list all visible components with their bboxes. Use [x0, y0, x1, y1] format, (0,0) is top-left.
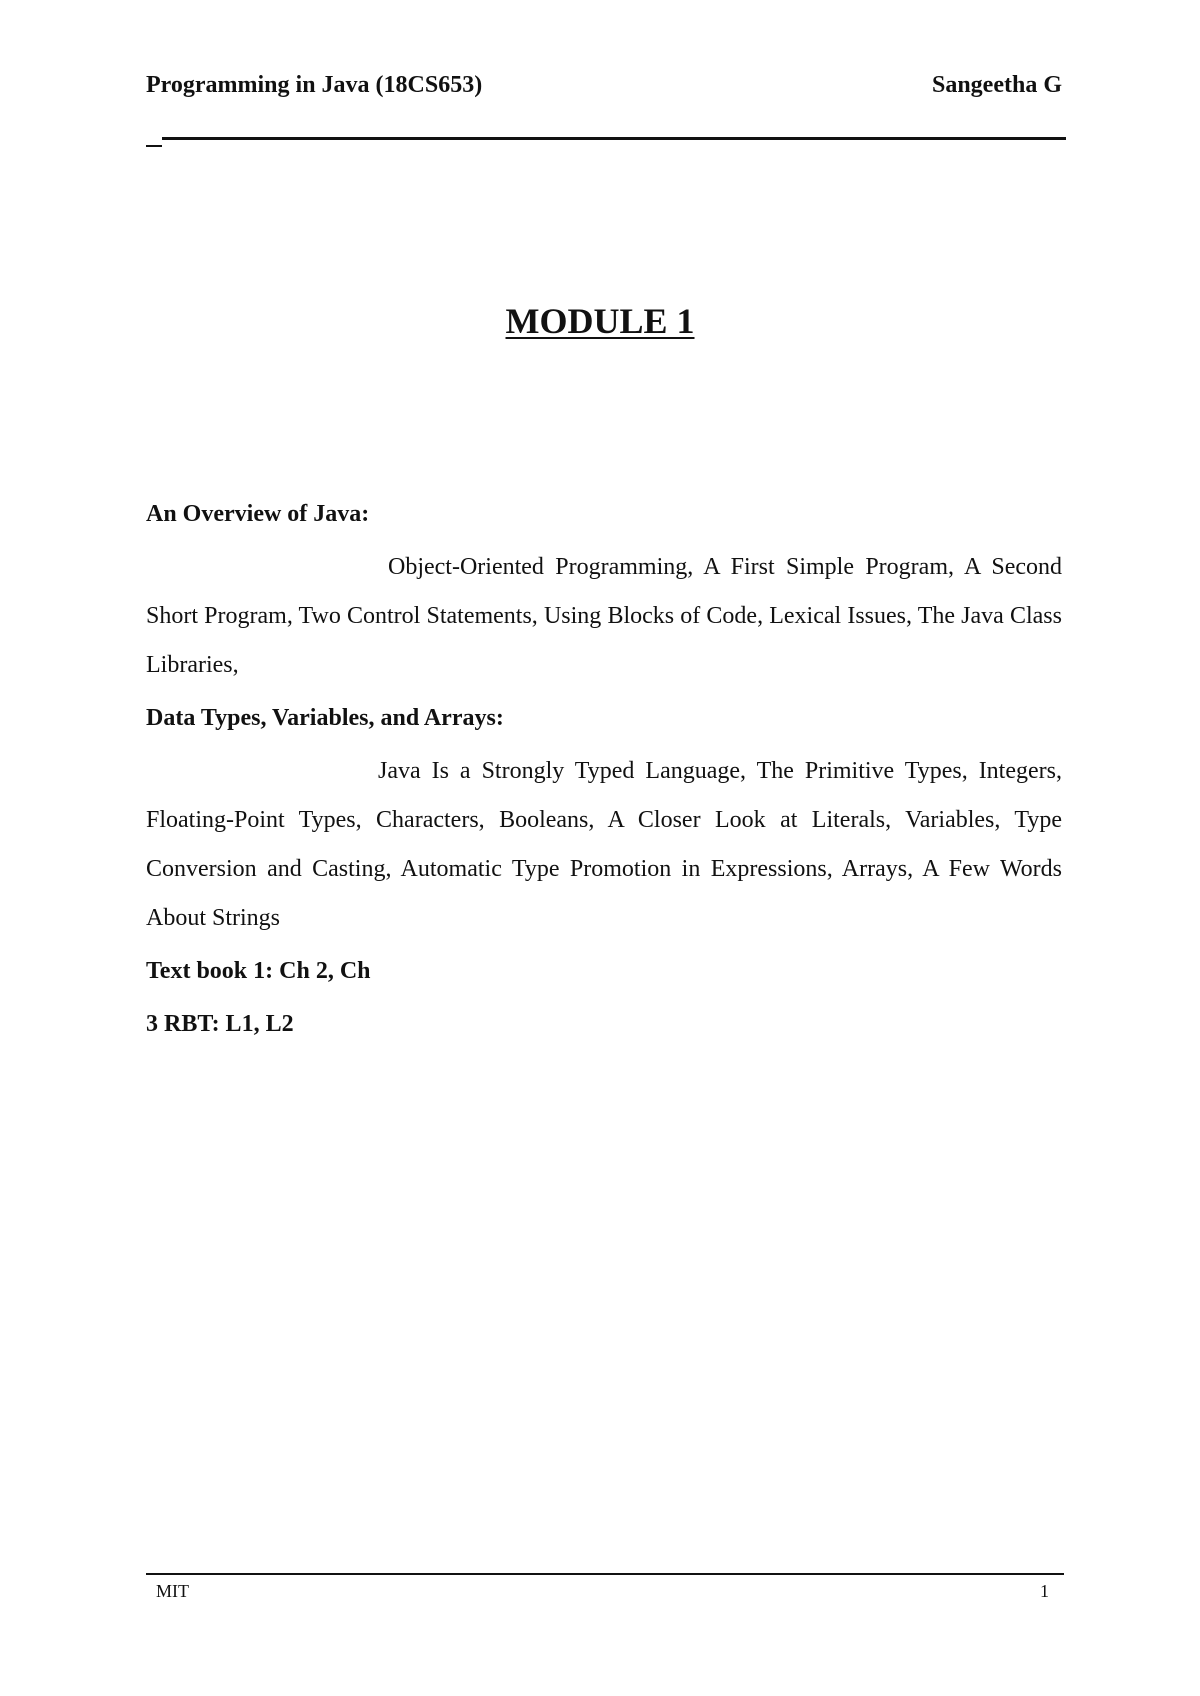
header-course-title: Programming in Java (18CS653)	[146, 72, 483, 98]
header-rule-stub	[146, 145, 162, 147]
footer-institution: MIT	[156, 1581, 189, 1601]
section-heading-data-types: Data Types, Variables, and Arrays:	[146, 705, 504, 731]
footer-divider	[146, 1573, 1064, 1575]
footer-page-number: 1	[1040, 1581, 1049, 1601]
section-heading-overview: An Overview of Java:	[146, 501, 370, 527]
section-body-overview: Object-Oriented Programming, A First Simple Program, A Second Short Program, Two Control Statements, Using Blocks of Code, Lexical Issues, The Java Class Libraries,	[146, 554, 1062, 678]
module-title	[0, 300, 1200, 342]
module-title-text: MODULE 1	[505, 301, 695, 341]
rbt-levels: 3 RBT: L1, L2	[146, 1011, 294, 1037]
module-content	[146, 490, 1062, 1053]
page-header	[146, 72, 1062, 112]
section-body-data-types: Java Is a Strongly Typed Language, The Primitive Types, Integers, Floating-Point Types, Characters, Booleans, A Closer Look at Literals, Variables, Type Conversion and Casting, Automatic Type Promotion in Expressions, Arrays, A Few Words About Strings	[146, 758, 1062, 931]
header-divider	[162, 137, 1066, 140]
header-author: Sangeetha G	[931, 72, 1062, 98]
textbook-reference: Text book 1: Ch 2, Ch	[146, 958, 371, 984]
